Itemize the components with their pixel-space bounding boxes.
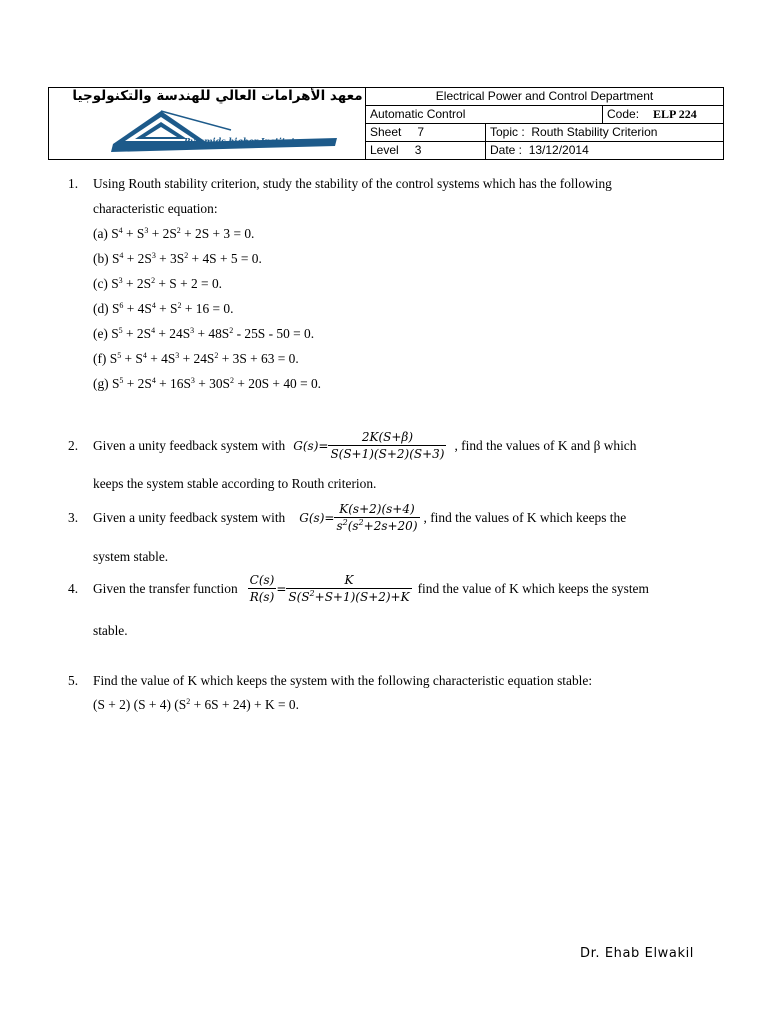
denominator: $s^2(s^2+2s+20)$	[336, 518, 418, 533]
question-text: Given a unity feedback system with	[93, 509, 286, 525]
level-label: Level	[370, 143, 399, 157]
code-cell	[603, 106, 724, 124]
question-number: 5.	[68, 673, 79, 688]
sheet-cell	[366, 124, 486, 142]
question-text: , find the values of K and β which	[454, 437, 637, 453]
transfer-function-fraction	[334, 502, 419, 533]
transfer-function-fraction	[286, 573, 411, 604]
date-cell	[486, 142, 724, 160]
level-value: 3	[414, 143, 422, 157]
question-text: Find the value of K which keeps the system with the following characteristic equation stable:	[93, 673, 593, 688]
author-signature: Dr. Ehab Elwakil	[580, 946, 695, 961]
denominator: S(S+1)(S+2)(S+3)	[330, 447, 445, 461]
lhs-fraction	[248, 573, 277, 604]
logo-cell	[49, 88, 366, 160]
sheet-value: 7	[417, 125, 425, 139]
question-text: find the value of K which keeps the system	[417, 580, 649, 596]
question-text: characteristic equation:	[93, 201, 218, 216]
numerator: C(s)	[249, 573, 275, 587]
topic-value: Routh Stability Criterion	[531, 125, 658, 139]
question-number: 1.	[68, 176, 79, 191]
date-value: 13/12/2014	[528, 143, 589, 157]
question-text: stable.	[93, 623, 128, 638]
department-cell: Electrical Power and Control Department	[366, 88, 724, 106]
level-cell	[366, 142, 486, 160]
denominator: R(s)	[249, 590, 275, 604]
code-label: Code:	[607, 107, 640, 121]
code-value: ELP 224	[653, 107, 697, 121]
question-text: system stable.	[93, 549, 169, 564]
header-table	[48, 87, 724, 160]
question-3-line-1	[68, 502, 626, 533]
date-label: Date :	[490, 143, 523, 157]
question-number: 2.	[68, 437, 79, 453]
course-cell: Automatic Control	[366, 106, 603, 124]
question-text: Using Routh stability criterion, study the stability of the control systems which has the following	[93, 176, 612, 191]
question-text: Given the transfer function	[93, 580, 238, 596]
numerator: K	[286, 573, 411, 589]
numerator: 2K(S+β)	[328, 430, 446, 446]
numerator: K(s+2)(s+4)	[334, 502, 419, 518]
question-4-line-1	[68, 573, 649, 604]
question-number: 4.	[68, 580, 79, 596]
logo-tagline: P.H.I. For Engineering And Technology	[207, 151, 302, 157]
institute-name-arabic: معهد الأهرامات العالي للهندسة والتكنولوجيا	[72, 88, 363, 104]
transfer-function-fraction	[328, 430, 446, 461]
question-number: 3.	[68, 509, 79, 525]
question-text: , find the values of K which keeps the	[423, 509, 627, 525]
sheet-label: Sheet	[370, 125, 402, 139]
topic-cell	[486, 124, 724, 142]
topic-label: Topic :	[490, 125, 525, 139]
denominator: $S(S^2+S+1)(S+2)+K$	[288, 589, 410, 604]
question-2-line-1	[68, 430, 636, 461]
question-text: Given a unity feedback system with	[93, 437, 286, 453]
transfer-function-lhs: G(s)=	[299, 510, 335, 525]
transfer-function-lhs: G(s)=	[293, 438, 329, 453]
logo-name: Pyramids higher Institute	[184, 136, 300, 146]
equals-sign: =	[276, 581, 287, 596]
question-text: keeps the system stable according to Routh criterion.	[93, 476, 377, 491]
